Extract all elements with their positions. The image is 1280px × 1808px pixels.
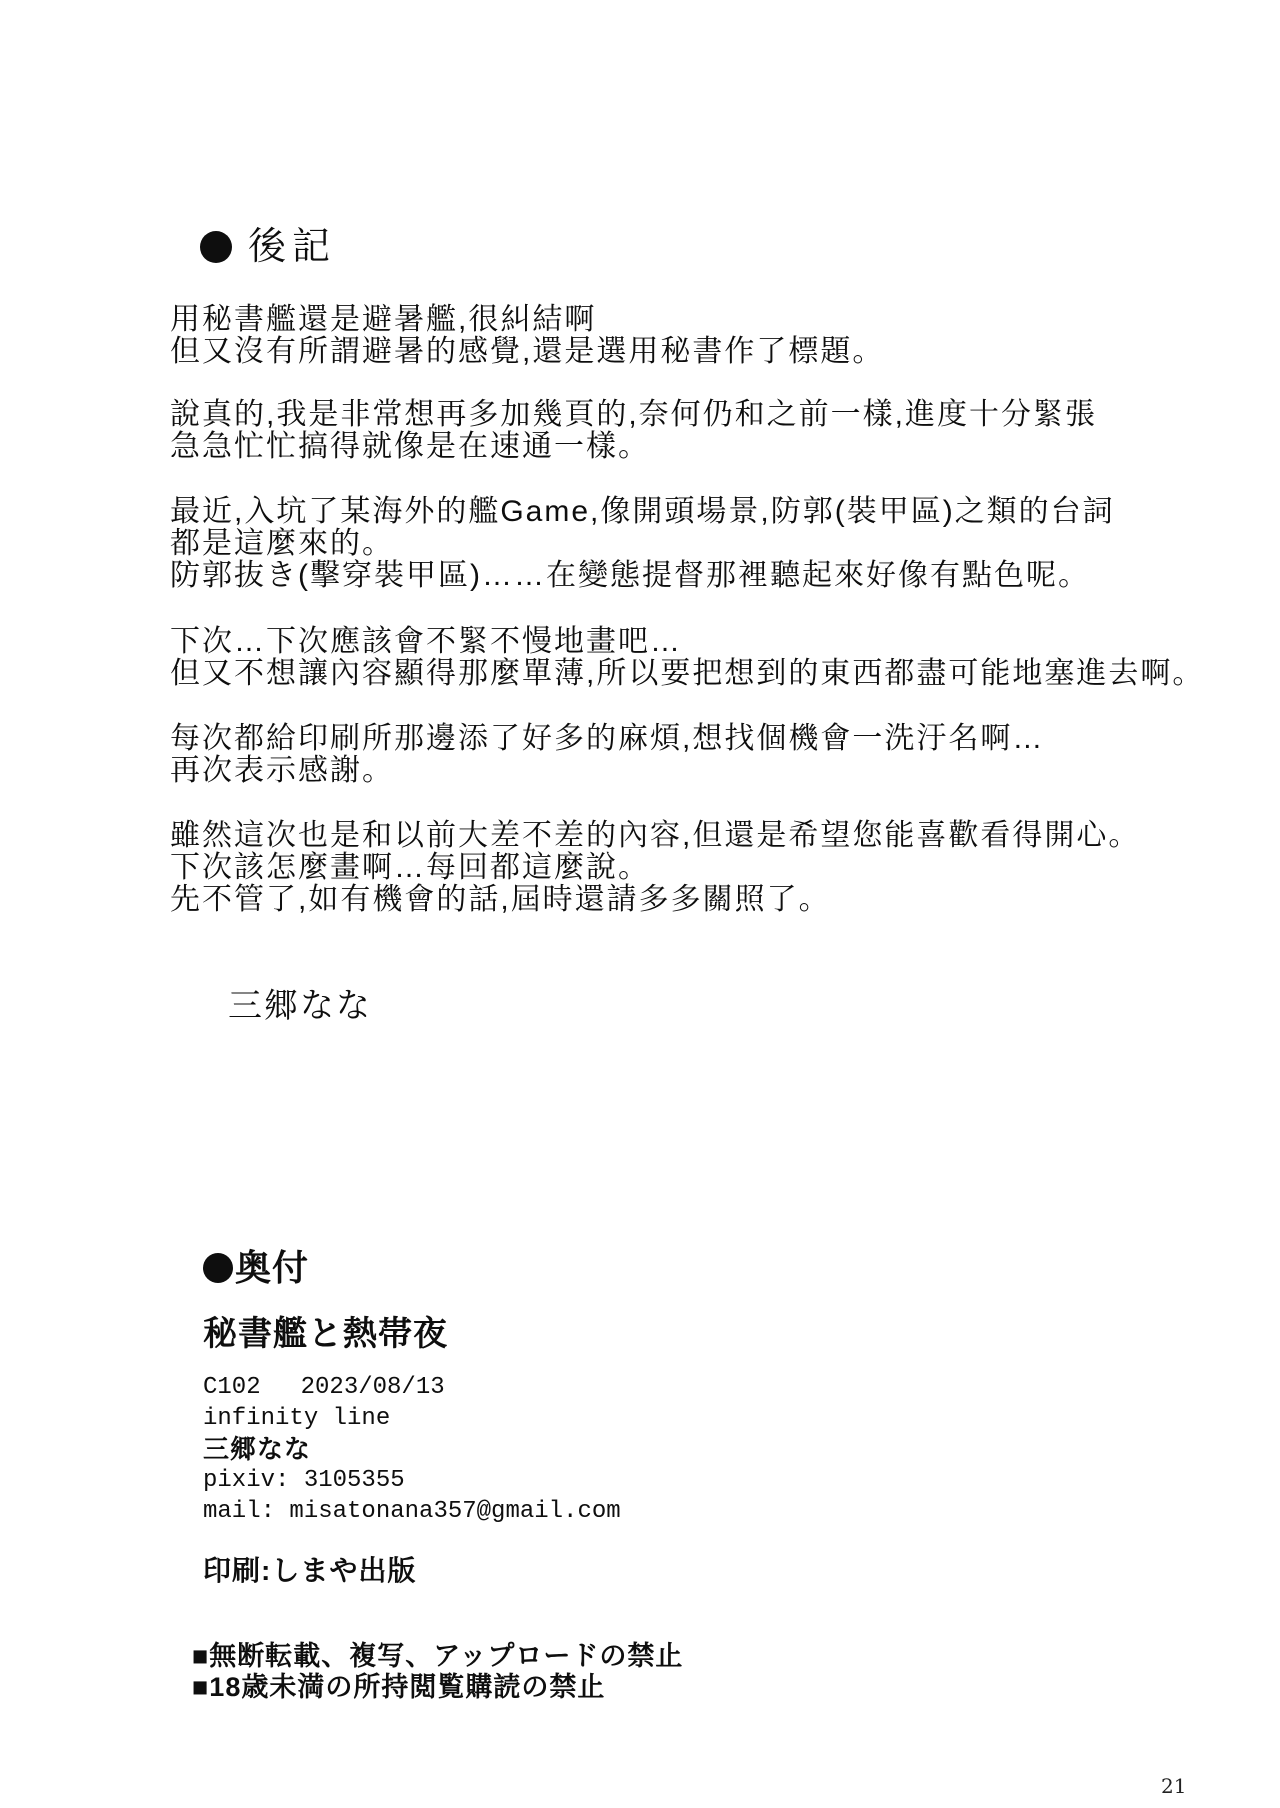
text-line: 都是這麼來的。: [170, 527, 394, 560]
text-line: 急急忙忙搞得就像是在速通一樣。: [170, 430, 650, 463]
text-line: 但又沒有所謂避暑的感覺,還是選用秘書作了標題。: [170, 335, 885, 368]
event-label: C102: [203, 1374, 261, 1401]
afterword-paragraph: [170, 723, 1260, 787]
text-line: 說真的,我是非常想再多加幾頁的,奈何仍和之前一樣,進度十分緊張: [170, 398, 1098, 431]
pixiv-line: pixiv: 3105355: [203, 1467, 405, 1494]
date-label: 2023/08/13: [300, 1374, 445, 1401]
prohibition-notices: [192, 1641, 683, 1703]
text-line: 下次該怎麼畫啊…每回都這麼說。: [170, 851, 650, 884]
circle-name-line: infinity line: [203, 1405, 391, 1432]
circle-bullet-icon: [200, 231, 232, 263]
colophon-heading-label: 奥付: [235, 1247, 310, 1289]
text-line: 雖然這次也是和以前大差不差的內容,但還是希望您能喜歡看得開心。: [170, 819, 1141, 852]
colophon-heading: [203, 1247, 310, 1289]
circle-bullet-icon: [203, 1253, 233, 1283]
text-line: 防郭抜き(擊穿裝甲區)……在變態提督那裡聽起來好像有點色呢。: [170, 559, 1090, 592]
text-line: 最近,入坑了某海外的艦Game,像開頭場景,防郭(裝甲區)之類的台詞: [170, 495, 1115, 528]
book-title: 秘書艦と熱帯夜: [203, 1314, 448, 1354]
text-line: 用秘書艦還是避暑艦,很糾結啊: [170, 303, 597, 336]
afterword-heading-label: 後記: [248, 226, 337, 268]
event-date-line: [203, 1372, 621, 1403]
afterword-paragraph: [170, 820, 1260, 916]
afterword-paragraph: [170, 399, 1260, 463]
notice-line: ■18歳未満の所持閲覧購読の禁止: [192, 1672, 606, 1702]
text-line: 但又不想讓內容顯得那麼單薄,所以要把想到的東西都盡可能地塞進去啊。: [170, 657, 1205, 690]
author-name-line: 三郷なな: [203, 1434, 312, 1464]
notice-line: ■無断転載、複写、アップロードの禁止: [192, 1641, 684, 1671]
afterword-paragraph: [170, 304, 1260, 368]
afterword-paragraph: [170, 496, 1260, 592]
text-line: 再次表示感謝。: [170, 754, 394, 787]
text-line: 先不管了,如有機會的話,屆時還請多多關照了。: [170, 883, 831, 916]
page-number: 21: [1161, 1774, 1187, 1798]
afterword-heading: [200, 228, 336, 266]
text-line: 每次都給印刷所那邊添了好多的麻煩,想找個機會一洗汙名啊…: [170, 722, 1045, 755]
colophon-details: [203, 1372, 621, 1527]
mail-line: mail: misatonana357@gmail.com: [203, 1498, 621, 1525]
afterword-paragraph: [170, 626, 1260, 690]
author-signature: 三郷なな: [228, 987, 372, 1025]
text-line: 下次…下次應該會不緊不慢地畫吧…: [170, 625, 682, 658]
printer-line: 印刷:しまや出版: [203, 1555, 417, 1586]
